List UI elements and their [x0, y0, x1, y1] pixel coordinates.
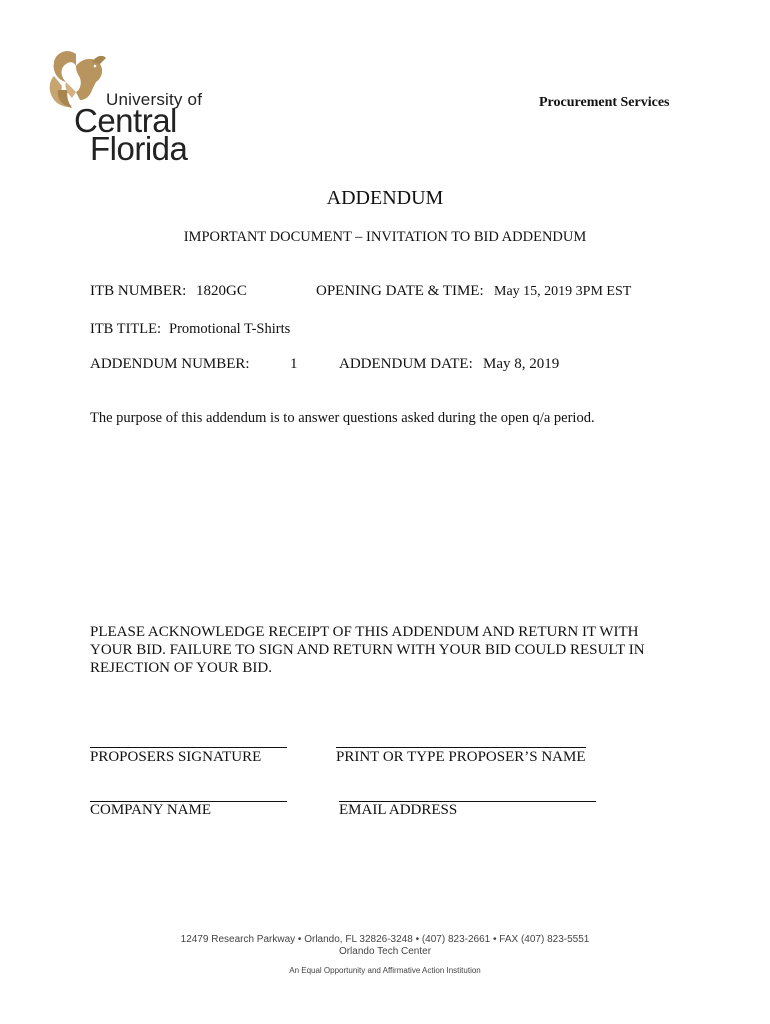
itb-title-label: ITB TITLE: — [90, 321, 162, 337]
addendum-number-value: 1 — [290, 356, 298, 372]
footer-address: 12479 Research Parkway • Orlando, FL 32826-3248 • (407) 823-2661 • FAX (407) 823-5551 — [180, 934, 590, 945]
itb-title-value: Promotional T-Shirts — [169, 321, 291, 337]
logo-line-florida: Florida — [90, 130, 188, 167]
addendum-date-value: May 8, 2019 — [483, 356, 560, 372]
opening-date-value: May 15, 2019 3PM EST — [494, 284, 632, 299]
document-subtitle: IMPORTANT DOCUMENT – INVITATION TO BID ADDENDUM — [183, 229, 587, 245]
document-title: ADDENDUM — [326, 187, 444, 209]
opening-date-label: OPENING DATE & TIME: — [316, 283, 484, 299]
company-name-label: COMPANY NAME — [90, 802, 211, 818]
proposer-signature-line[interactable] — [90, 747, 287, 748]
notice-line: YOUR BID. FAILURE TO SIGN AND RETURN WITH YOUR BID COULD RESULT IN — [90, 642, 645, 658]
proposer-signature-label: PROPOSERS SIGNATURE — [90, 749, 262, 765]
footer-center: Orlando Tech Center — [338, 946, 432, 957]
email-address-label: EMAIL ADDRESS — [339, 802, 458, 818]
ucf-logo — [44, 46, 234, 167]
acknowledgement-notice — [90, 623, 690, 677]
itb-number-label: ITB NUMBER: — [90, 283, 187, 299]
department-name: Procurement Services — [539, 95, 670, 110]
logo-line-central: Central — [74, 102, 177, 139]
proposer-name-label: PRINT OR TYPE PROPOSER’S NAME — [336, 749, 586, 765]
addendum-date-label: ADDENDUM DATE: — [339, 356, 473, 372]
itb-number-value: 1820GC — [196, 283, 247, 299]
purpose-statement: The purpose of this addendum is to answer questions asked during the open q/a period. — [90, 410, 595, 426]
notice-line: PLEASE ACKNOWLEDGE RECEIPT OF THIS ADDENDUM AND RETURN IT WITH — [90, 624, 639, 640]
logo-line-university: University of — [106, 90, 203, 109]
notice-line: REJECTION OF YOUR BID. — [90, 660, 272, 676]
addendum-number-label: ADDENDUM NUMBER: — [90, 356, 250, 372]
proposer-name-line[interactable] — [336, 747, 586, 748]
footer-eeo: An Equal Opportunity and Affirmative Action Institution — [289, 966, 481, 975]
